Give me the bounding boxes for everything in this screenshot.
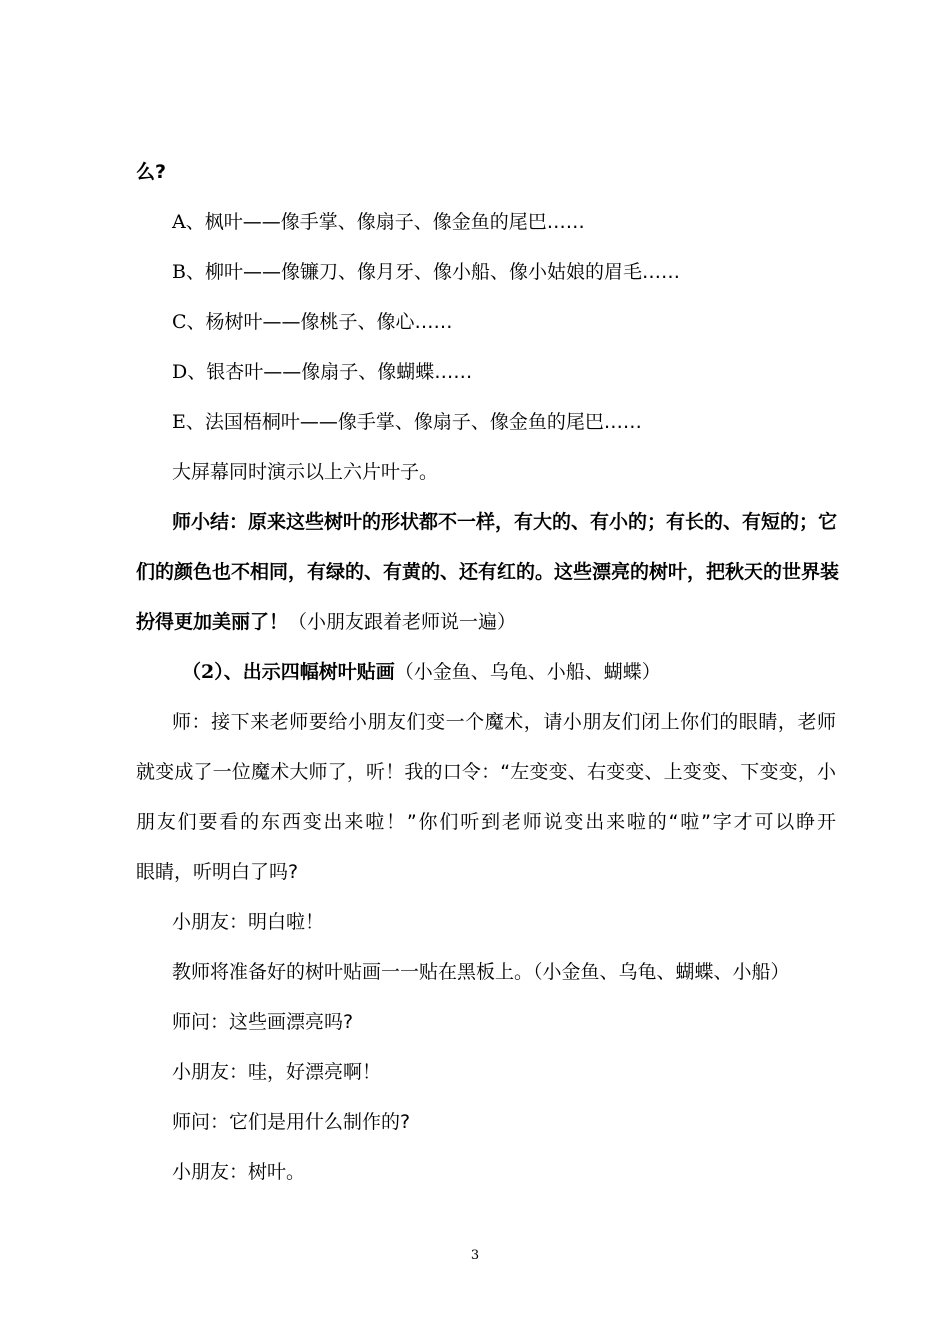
option-a: [172, 206, 836, 238]
option-text: 、银杏叶——像扇子、像蝴蝶……: [187, 361, 473, 383]
dialogue-line: 师问：它们是用什么制作的?: [172, 1111, 411, 1133]
paragraph-line: 就变成了一位魔术大师了，听！我的口令：“左变变、右变变、上变变、下变变，小: [136, 761, 836, 783]
summary-bold-text: 扮得更加美丽了！: [136, 611, 289, 633]
summary-line-3: [136, 606, 836, 638]
dialogue-line: 小朋友：哇，好漂亮啊！: [172, 1061, 382, 1083]
page-number: 3: [470, 1248, 480, 1263]
option-text: 、枫叶——像手掌、像扇子、像金鱼的尾巴……: [185, 211, 585, 233]
paragraph-line: 眼睛，听明白了吗?: [136, 861, 299, 883]
option-b: [172, 256, 836, 288]
option-label: D: [172, 361, 188, 383]
paragraph-line: 大屏幕同时演示以上六片叶子。: [172, 461, 439, 483]
dialogue-line: 小朋友：树叶。: [172, 1161, 306, 1183]
paragraph-line: [136, 156, 836, 188]
section-note: （小金鱼、乌龟、小船、蝴蝶）: [394, 661, 661, 683]
paragraph-line: 师：接下来老师要给小朋友们变一个魔术，请小朋友们闭上你们的眼睛，老师: [172, 711, 836, 733]
paragraph-line: 教师将准备好的树叶贴画一一贴在黑板上。（小金鱼、乌龟、蝴蝶、小船）: [172, 961, 790, 983]
option-d: [172, 356, 836, 388]
option-text: 、杨树叶——像桃子、像心……: [186, 311, 453, 333]
section-heading: [182, 656, 836, 688]
option-label: A: [172, 211, 186, 233]
section-number: （2）: [182, 661, 224, 683]
option-e: [172, 406, 836, 438]
dialogue-line: 师问：这些画漂亮吗?: [172, 1011, 354, 1033]
option-label: E: [172, 411, 186, 433]
option-c: [172, 306, 836, 338]
option-label: B: [172, 261, 186, 283]
line-text: 么?: [136, 161, 167, 183]
summary-note: （小朋友跟着老师说一遍）: [288, 611, 517, 633]
dialogue-line: 小朋友：明白啦！: [172, 911, 325, 933]
option-label: C: [172, 311, 187, 333]
option-text: 、柳叶——像镰刀、像月牙、像小船、像小姑娘的眉毛……: [185, 261, 680, 283]
summary-line-1: 师小结：原来这些树叶的形状都不一样，有大的、有小的；有长的、有短的；它: [172, 511, 838, 533]
summary-line-2: 们的颜色也不相同，有绿的、有黄的、还有红的。这些漂亮的树叶，把秋天的世界装: [136, 561, 840, 583]
section-title: 、出示四幅树叶贴画: [223, 661, 395, 683]
option-text: 、法国梧桐叶——像手掌、像扇子、像金鱼的尾巴……: [185, 411, 642, 433]
paragraph-line: 朋友们要看的东西变出来啦！”你们听到老师说变出来啦的“啦”字才可以睁开: [136, 811, 836, 833]
